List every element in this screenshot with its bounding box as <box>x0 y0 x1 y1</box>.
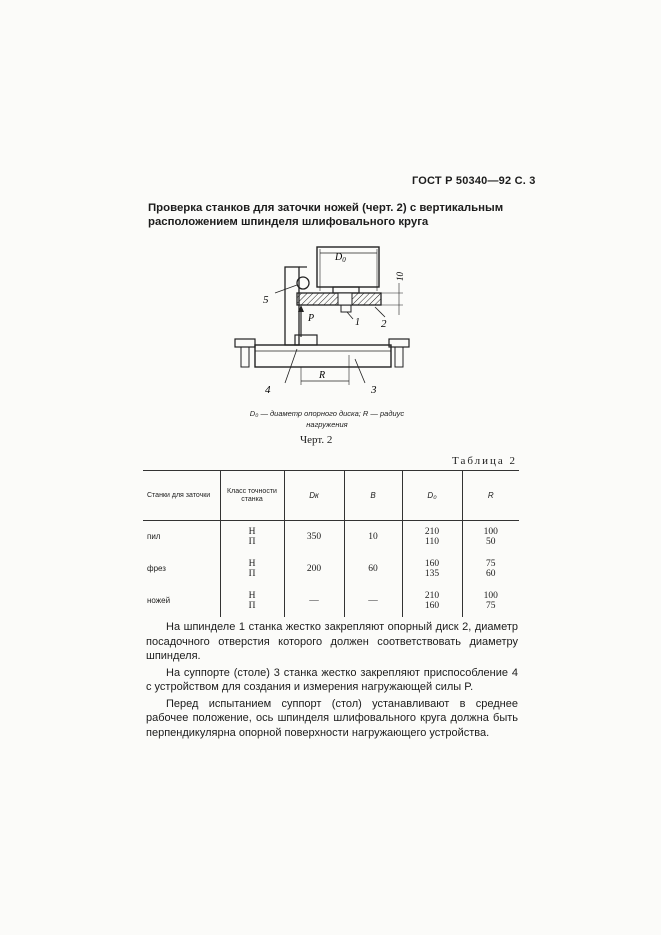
page-header: ГОСТ Р 50340—92 С. 3 <box>412 175 536 187</box>
col-header-b: B <box>344 471 402 521</box>
stand-column <box>285 267 299 345</box>
legend-line-1: D₀ — диаметр опорного диска; R — радиус <box>249 409 405 418</box>
figure-caption: Черт. 2 <box>300 434 333 446</box>
cell-d0: 210 110 <box>402 521 462 553</box>
cell-machine: ножей <box>147 596 171 605</box>
cell-class: Н П <box>220 521 284 553</box>
label-10: 10 <box>395 272 405 281</box>
figure-legend <box>232 408 422 430</box>
label-r: R <box>319 370 326 381</box>
cell-d0: 210 160 <box>402 585 462 617</box>
cell-machine: фрез <box>147 564 166 573</box>
cell-r: 75 60 <box>462 553 519 585</box>
cell-dk: 350 <box>284 521 344 553</box>
section-title: Проверка станков для заточки ножей (черт. 2) с вертикальным расположением шпинделя шлифовального круга <box>148 202 504 228</box>
table-row <box>143 553 519 585</box>
col-header-class: Класс точности станка <box>220 471 284 521</box>
col-header-r: R <box>462 471 519 521</box>
table-row <box>143 521 519 553</box>
table-title: Таблица 2 <box>452 455 518 467</box>
cell-r: 100 50 <box>462 521 519 553</box>
table-top <box>255 345 391 367</box>
cell-class: Н П <box>220 585 284 617</box>
table-row <box>143 585 519 617</box>
cell-class: Н П <box>220 553 284 585</box>
cell-b: 60 <box>344 553 402 585</box>
spindle-shaft <box>333 287 359 293</box>
label-3: 3 <box>371 384 377 396</box>
cell-b: — <box>344 585 402 617</box>
cell-machine: пил <box>147 532 161 542</box>
paragraph-3: Перед испытанием суппорт (стол) устанавливают в среднее рабочее положение, ось шпинделя шлифовального круга должна быть перпендикулярна опорной поверхности нагружающего устройства. <box>146 697 518 739</box>
paragraph-1: На шпинделе 1 станка жестко закрепляют опорный диск 2, диаметр посадочного отверстия которого должен соответствовать диаметру шпинделя. <box>146 621 518 662</box>
table-header-row <box>143 471 519 521</box>
cell-d0: 160 135 <box>402 553 462 585</box>
col-header-d0: D₀ <box>402 471 462 521</box>
legend-line-2: нагружения <box>306 420 348 429</box>
label-1: 1 <box>355 317 360 328</box>
label-2: 2 <box>381 318 387 330</box>
drawing-figure-2 <box>225 245 425 405</box>
cell-b: 10 <box>344 521 402 553</box>
cell-dk: — <box>284 585 344 617</box>
fixture-block <box>295 335 317 345</box>
body-text <box>146 620 518 742</box>
cell-r: 100 75 <box>462 585 519 617</box>
table-2 <box>143 470 519 617</box>
col-header-dk: Dк <box>284 471 344 521</box>
label-5: 5 <box>263 294 269 306</box>
cell-dk: 200 <box>284 553 344 585</box>
label-p: P <box>308 313 315 324</box>
col-header-machines: Станки для заточки <box>143 471 220 521</box>
label-4: 4 <box>265 384 271 396</box>
paragraph-2: На суппорте (столе) 3 станка жестко закрепляют приспособление 4 с устройством для создания и измерения нагружающей силы P. <box>146 666 518 693</box>
label-d0: $D_0$ <box>335 252 346 264</box>
